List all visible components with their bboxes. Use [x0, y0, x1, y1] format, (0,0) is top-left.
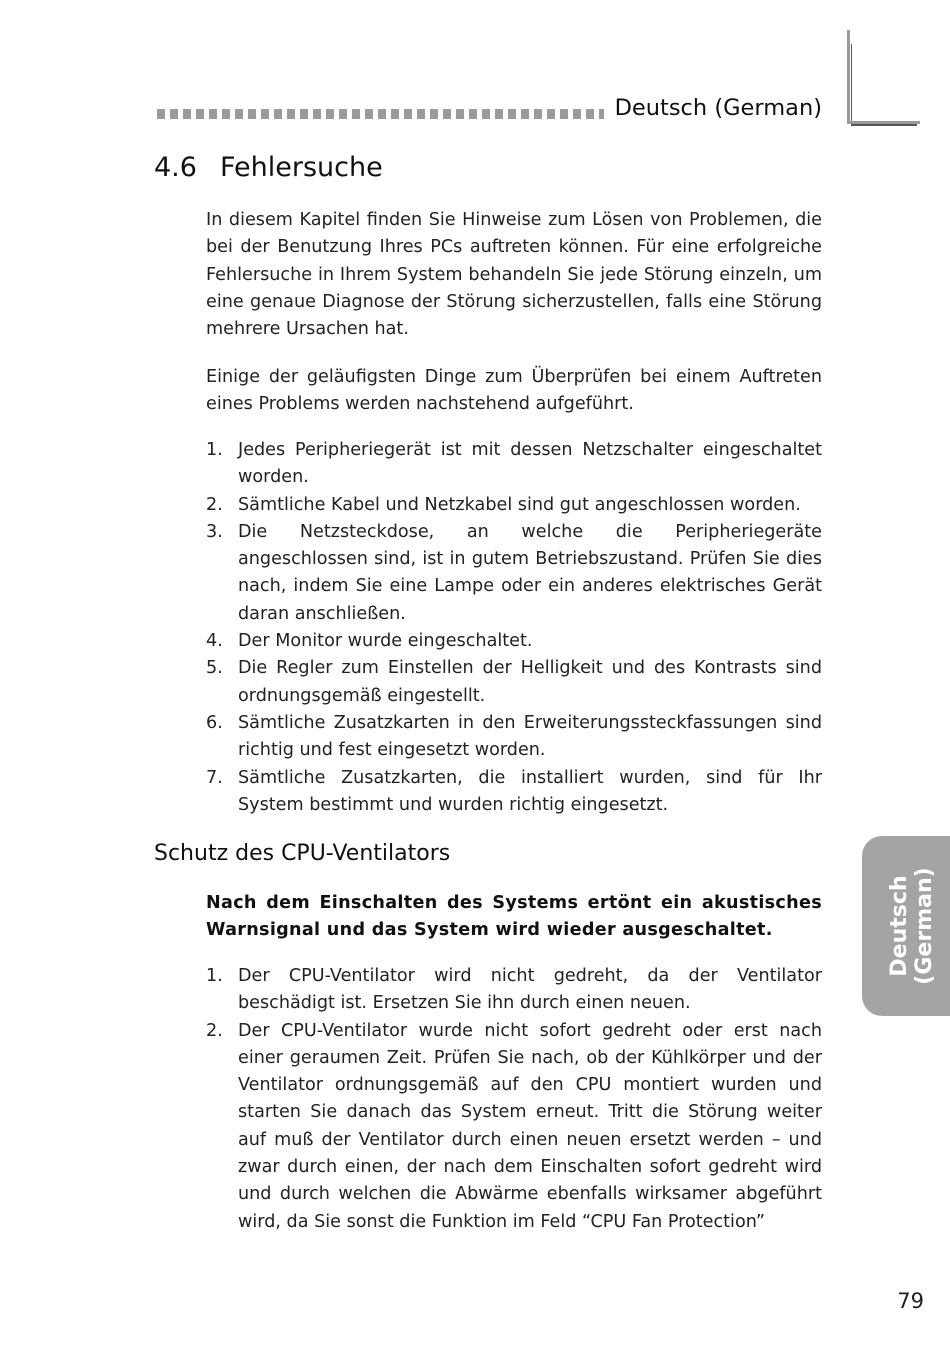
- list-number: 6.: [206, 712, 223, 733]
- list-text: Die Regler zum Einstellen der Helligkeit und des Kontrasts sind ordnungsgemäß eingestellt.: [238, 658, 822, 706]
- page-number: 79: [897, 1289, 924, 1313]
- cpu-fan-list: [206, 963, 822, 1236]
- list-number: 5.: [206, 658, 223, 679]
- list-text: Der CPU-Ventilator wurde nicht sofort gedreht oder erst nach einer geraumen Zeit. Prüfen Sie nach, ob der Kühlkörper und der Ventilator ordnungsgemäß auf den CPU montiert wurden und starten Sie danach das System erneut. Tritt die Störung weiter auf muß der Ventilator durch einen neuen ersetzt werden – und zwar durch einen, der nach dem Einschalten sofort gedreht wird und durch welchen die Abwärme ebenfalls wirksamer abgeführt wird, da Sie sonst die Funktion im Feld “CPU Fan Protection”: [238, 1020, 822, 1232]
- list-item: [206, 655, 822, 710]
- language-side-tab: [862, 836, 950, 1016]
- list-text: Der Monitor wurde eingeschaltet.: [238, 631, 533, 652]
- list-number: 1.: [206, 966, 223, 986]
- list-item: [206, 765, 822, 820]
- list-text: Der CPU-Ventilator wird nicht gedreht, da der Ventilator beschädigt ist. Ersetzen Sie ihn durch einen neuen.: [238, 966, 822, 1014]
- list-number: 3.: [206, 521, 223, 542]
- list-item: [206, 492, 822, 519]
- list-number: 7.: [206, 767, 223, 788]
- checklist: [206, 437, 822, 819]
- list-text: Sämtliche Zusatzkarten, die installiert wurden, sind für Ihr System bestimmt und wurden richtig eingesetzt.: [238, 767, 822, 815]
- problem-statement: Nach dem Einschalten des Systems ertönt ein akustisches Warnsignal und das System wird wieder ausgeschaltet.: [206, 893, 822, 941]
- list-number: 2.: [206, 494, 223, 515]
- list-text: Sämtliche Zusatzkarten in den Erweiterungssteckfassungen sind richtig und fest eingesetzt worden.: [238, 712, 822, 761]
- list-item: [206, 710, 822, 765]
- list-number: 4.: [206, 631, 223, 652]
- list-text: Die Netzsteckdose, an welche die Peripheriegeräte angeschlossen sind, ist in gutem Betriebszustand. Prüfen Sie dies nach, indem Sie eine Lampe oder ein anderes elektrisches Gerät daran anschließen.: [238, 521, 822, 624]
- intro-paragraph-2: Einige der geläufigsten Dinge zum Überprüfen bei einem Auftreten eines Problems werden nachstehend aufgeführt.: [206, 367, 822, 415]
- list-text: Jedes Peripheriegerät ist mit dessen Netzschalter eingeschaltet worden.: [238, 440, 822, 488]
- side-tab-label: [887, 867, 937, 984]
- list-item: [206, 963, 822, 1018]
- corner-mark-vertical-inner: [851, 44, 852, 124]
- list-item: [206, 437, 822, 492]
- section-title: [154, 150, 383, 186]
- list-item: [206, 628, 822, 655]
- corner-mark-horizontal-inner: [851, 124, 917, 126]
- list-item: [206, 1018, 822, 1236]
- section-heading: Fehlersuche: [220, 152, 383, 183]
- section-number: 4.6: [154, 152, 197, 183]
- subsection-heading: Schutz des CPU-Ventilators: [154, 841, 451, 866]
- language-header: Deutsch (German): [614, 95, 822, 121]
- corner-mark-vertical: [847, 30, 850, 124]
- intro-paragraph-1: In diesem Kapitel finden Sie Hinweise zum Lösen von Problemen, die bei der Benutzung Ihres PCs auftreten können. Für eine erfolgreiche Fehlersuche in Ihrem System behandeln Sie jede Störung einzeln, um eine genaue Diagnose der Störung sicherzustellen, falls eine Störung mehrere Ursachen hat.: [206, 210, 822, 340]
- list-text: Sämtliche Kabel und Netzkabel sind gut angeschlossen worden.: [238, 494, 801, 515]
- side-tab-line-2: (German): [912, 867, 937, 985]
- list-item: [206, 519, 822, 628]
- list-number: 1.: [206, 440, 223, 460]
- list-number: 2.: [206, 1020, 223, 1041]
- dotted-rule: [157, 109, 604, 119]
- side-tab-line-1: Deutsch: [887, 875, 912, 977]
